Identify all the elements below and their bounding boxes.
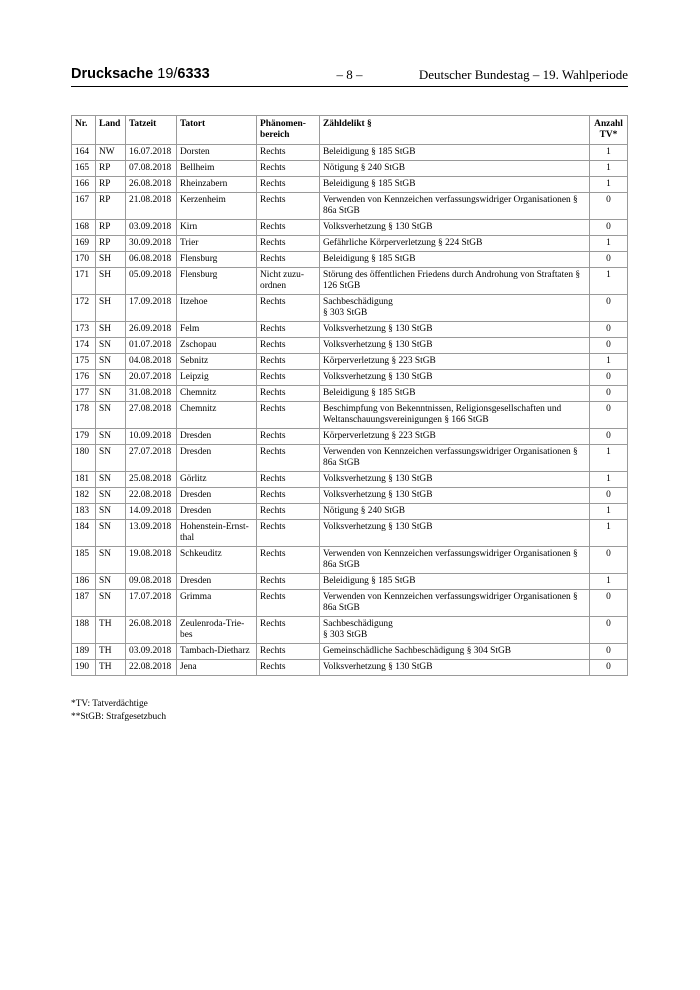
row-number-cell: 165 xyxy=(72,161,96,177)
land-cell: SN xyxy=(96,590,126,617)
land-cell: RP xyxy=(96,161,126,177)
zaehldelikt-cell: Volksverhetzung § 130 StGB xyxy=(320,488,590,504)
table-row xyxy=(72,252,628,268)
table-row xyxy=(72,220,628,236)
tatort-cell: Grimma xyxy=(177,590,257,617)
phaenomenbereich-cell: Rechts xyxy=(257,660,320,676)
zaehldelikt-cell: Verwenden von Kennzeichen verfassungswidriger Organisationen § 86a StGB xyxy=(320,590,590,617)
tatzeit-cell: 03.09.2018 xyxy=(126,644,177,660)
land-cell: SN xyxy=(96,547,126,574)
phaenomenbereich-cell: Rechts xyxy=(257,644,320,660)
phaenomenbereich-cell: Rechts xyxy=(257,402,320,429)
table-row xyxy=(72,354,628,370)
tatort-cell: Dresden xyxy=(177,488,257,504)
zaehldelikt-cell: Verwenden von Kennzeichen verfassungswidriger Organisationen § 86a StGB xyxy=(320,193,590,220)
phaenomenbereich-cell: Rechts xyxy=(257,354,320,370)
anzahl-tv-cell: 0 xyxy=(590,386,628,402)
tatzeit-cell: 21.08.2018 xyxy=(126,193,177,220)
tatzeit-cell: 03.09.2018 xyxy=(126,220,177,236)
table-row xyxy=(72,445,628,472)
tatort-cell: Dresden xyxy=(177,429,257,445)
phaenomenbereich-cell: Rechts xyxy=(257,547,320,574)
table-row xyxy=(72,472,628,488)
tatzeit-cell: 31.08.2018 xyxy=(126,386,177,402)
land-cell: NW xyxy=(96,145,126,161)
tatzeit-cell: 01.07.2018 xyxy=(126,338,177,354)
row-number-cell: 164 xyxy=(72,145,96,161)
row-number-cell: 175 xyxy=(72,354,96,370)
zaehldelikt-cell: Beleidigung § 185 StGB xyxy=(320,386,590,402)
table-row xyxy=(72,504,628,520)
zaehldelikt-cell: Beleidigung § 185 StGB xyxy=(320,145,590,161)
row-number-cell: 182 xyxy=(72,488,96,504)
zaehldelikt-cell: Körperverletzung § 223 StGB xyxy=(320,429,590,445)
phaenomenbereich-cell: Rechts xyxy=(257,574,320,590)
phaenomenbereich-cell: Rechts xyxy=(257,472,320,488)
page-header xyxy=(71,66,628,88)
phaenomenbereich-cell: Rechts xyxy=(257,617,320,644)
phaenomenbereich-cell: Nicht zuzu- ordnen xyxy=(257,268,320,295)
zaehldelikt-cell: Gefährliche Körperverletzung § 224 StGB xyxy=(320,236,590,252)
table-body xyxy=(72,145,628,676)
phaenomenbereich-cell: Rechts xyxy=(257,520,320,547)
table-row xyxy=(72,520,628,547)
phaenomenbereich-cell: Rechts xyxy=(257,429,320,445)
zaehldelikt-cell: Körperverletzung § 223 StGB xyxy=(320,354,590,370)
tatzeit-cell: 06.08.2018 xyxy=(126,252,177,268)
phaenomenbereich-cell: Rechts xyxy=(257,193,320,220)
phaenomenbereich-cell: Rechts xyxy=(257,220,320,236)
land-cell: SN xyxy=(96,370,126,386)
anzahl-tv-cell: 0 xyxy=(590,429,628,445)
land-cell: SN xyxy=(96,520,126,547)
anzahl-tv-cell: 0 xyxy=(590,488,628,504)
column-header-delikt: Zähldelikt § xyxy=(320,116,590,145)
tatort-cell: Flensburg xyxy=(177,268,257,295)
table-row xyxy=(72,145,628,161)
zaehldelikt-cell: Nötigung § 240 StGB xyxy=(320,504,590,520)
zaehldelikt-cell: Volksverhetzung § 130 StGB xyxy=(320,660,590,676)
land-cell: SN xyxy=(96,504,126,520)
anzahl-tv-cell: 1 xyxy=(590,268,628,295)
land-cell: SN xyxy=(96,488,126,504)
phaenomenbereich-cell: Rechts xyxy=(257,445,320,472)
tatort-cell: Rheinzabern xyxy=(177,177,257,193)
phaenomenbereich-cell: Rechts xyxy=(257,338,320,354)
row-number-cell: 190 xyxy=(72,660,96,676)
table-row xyxy=(72,574,628,590)
anzahl-tv-cell: 0 xyxy=(590,193,628,220)
tatort-cell: Görlitz xyxy=(177,472,257,488)
anzahl-tv-cell: 0 xyxy=(590,322,628,338)
tatort-cell: Flensburg xyxy=(177,252,257,268)
tatort-cell: Bellheim xyxy=(177,161,257,177)
table-row xyxy=(72,429,628,445)
zaehldelikt-cell: Nötigung § 240 StGB xyxy=(320,161,590,177)
table-row xyxy=(72,193,628,220)
land-cell: RP xyxy=(96,193,126,220)
anzahl-tv-cell: 0 xyxy=(590,660,628,676)
table-row xyxy=(72,322,628,338)
row-number-cell: 171 xyxy=(72,268,96,295)
table-row xyxy=(72,547,628,574)
tatzeit-cell: 17.09.2018 xyxy=(126,295,177,322)
tatzeit-cell: 30.09.2018 xyxy=(126,236,177,252)
anzahl-tv-cell: 0 xyxy=(590,617,628,644)
zaehldelikt-cell: Volksverhetzung § 130 StGB xyxy=(320,520,590,547)
tatort-cell: Zeulenroda-Trie- bes xyxy=(177,617,257,644)
table-row xyxy=(72,644,628,660)
footnotes xyxy=(71,698,166,724)
anzahl-tv-cell: 1 xyxy=(590,145,628,161)
zaehldelikt-cell: Volksverhetzung § 130 StGB xyxy=(320,220,590,236)
land-cell: TH xyxy=(96,617,126,644)
land-cell: SN xyxy=(96,354,126,370)
phaenomenbereich-cell: Rechts xyxy=(257,295,320,322)
land-cell: SH xyxy=(96,295,126,322)
table-row xyxy=(72,370,628,386)
row-number-cell: 168 xyxy=(72,220,96,236)
tatort-cell: Kerzenheim xyxy=(177,193,257,220)
table-row xyxy=(72,660,628,676)
tatort-cell: Schkeuditz xyxy=(177,547,257,574)
tatzeit-cell: 10.09.2018 xyxy=(126,429,177,445)
tatzeit-cell: 22.08.2018 xyxy=(126,488,177,504)
tatzeit-cell: 07.08.2018 xyxy=(126,161,177,177)
row-number-cell: 170 xyxy=(72,252,96,268)
row-number-cell: 166 xyxy=(72,177,96,193)
table-row xyxy=(72,161,628,177)
header-row xyxy=(72,116,628,145)
tatort-cell: Zschopau xyxy=(177,338,257,354)
zaehldelikt-cell: Volksverhetzung § 130 StGB xyxy=(320,472,590,488)
anzahl-tv-cell: 1 xyxy=(590,472,628,488)
phaenomenbereich-cell: Rechts xyxy=(257,177,320,193)
tatzeit-cell: 05.09.2018 xyxy=(126,268,177,295)
row-number-cell: 176 xyxy=(72,370,96,386)
row-number-cell: 187 xyxy=(72,590,96,617)
land-cell: SH xyxy=(96,322,126,338)
table-header xyxy=(72,116,628,145)
tatzeit-cell: 09.08.2018 xyxy=(126,574,177,590)
phaenomenbereich-cell: Rechts xyxy=(257,488,320,504)
table-row xyxy=(72,402,628,429)
phaenomenbereich-cell: Rechts xyxy=(257,322,320,338)
zaehldelikt-cell: Störung des öffentlichen Friedens durch Androhung von Straftaten § 126 StGB xyxy=(320,268,590,295)
zaehldelikt-cell: Beleidigung § 185 StGB xyxy=(320,574,590,590)
tatort-cell: Chemnitz xyxy=(177,386,257,402)
table-row xyxy=(72,177,628,193)
tatzeit-cell: 20.07.2018 xyxy=(126,370,177,386)
tatzeit-cell: 27.07.2018 xyxy=(126,445,177,472)
tatzeit-cell: 04.08.2018 xyxy=(126,354,177,370)
table-row xyxy=(72,338,628,354)
tatzeit-cell: 22.08.2018 xyxy=(126,660,177,676)
anzahl-tv-cell: 1 xyxy=(590,504,628,520)
row-number-cell: 177 xyxy=(72,386,96,402)
row-number-cell: 174 xyxy=(72,338,96,354)
land-cell: SN xyxy=(96,386,126,402)
row-number-cell: 167 xyxy=(72,193,96,220)
phaenomenbereich-cell: Rechts xyxy=(257,252,320,268)
land-cell: RP xyxy=(96,236,126,252)
tatort-cell: Hohenstein-Ernst- thal xyxy=(177,520,257,547)
row-number-cell: 188 xyxy=(72,617,96,644)
tatzeit-cell: 19.08.2018 xyxy=(126,547,177,574)
table-row xyxy=(72,590,628,617)
land-cell: TH xyxy=(96,660,126,676)
land-cell: SH xyxy=(96,268,126,295)
anzahl-tv-cell: 1 xyxy=(590,354,628,370)
row-number-cell: 169 xyxy=(72,236,96,252)
zaehldelikt-cell: Sachbeschädigung § 303 StGB xyxy=(320,617,590,644)
column-header-nr: Nr. xyxy=(72,116,96,145)
column-header-tatzeit: Tatzeit xyxy=(126,116,177,145)
row-number-cell: 186 xyxy=(72,574,96,590)
tatzeit-cell: 16.07.2018 xyxy=(126,145,177,161)
land-cell: RP xyxy=(96,177,126,193)
table-row xyxy=(72,295,628,322)
row-number-cell: 184 xyxy=(72,520,96,547)
column-header-land: Land xyxy=(96,116,126,145)
table-row xyxy=(72,488,628,504)
land-cell: SN xyxy=(96,574,126,590)
tatort-cell: Tambach-Dietharz xyxy=(177,644,257,660)
tatort-cell: Sebnitz xyxy=(177,354,257,370)
land-cell: SN xyxy=(96,402,126,429)
anzahl-tv-cell: 0 xyxy=(590,402,628,429)
zaehldelikt-cell: Volksverhetzung § 130 StGB xyxy=(320,322,590,338)
anzahl-tv-cell: 1 xyxy=(590,574,628,590)
anzahl-tv-cell: 1 xyxy=(590,161,628,177)
table-row xyxy=(72,386,628,402)
table-row xyxy=(72,268,628,295)
column-header-anzahl: Anzahl TV* xyxy=(590,116,628,145)
row-number-cell: 172 xyxy=(72,295,96,322)
column-header-bereich: Phänomen- bereich xyxy=(257,116,320,145)
parliament-title: Deutscher Bundestag – 19. Wahlperiode xyxy=(418,67,628,82)
row-number-cell: 183 xyxy=(72,504,96,520)
land-cell: SN xyxy=(96,338,126,354)
land-cell: SN xyxy=(96,445,126,472)
tatzeit-cell: 26.09.2018 xyxy=(126,322,177,338)
anzahl-tv-cell: 0 xyxy=(590,644,628,660)
tatzeit-cell: 26.08.2018 xyxy=(126,617,177,644)
phaenomenbereich-cell: Rechts xyxy=(257,145,320,161)
incident-table xyxy=(71,115,628,676)
tatzeit-cell: 13.09.2018 xyxy=(126,520,177,547)
row-number-cell: 181 xyxy=(72,472,96,488)
anzahl-tv-cell: 0 xyxy=(590,590,628,617)
phaenomenbereich-cell: Rechts xyxy=(257,386,320,402)
tatort-cell: Itzehoe xyxy=(177,295,257,322)
land-cell: TH xyxy=(96,644,126,660)
phaenomenbereich-cell: Rechts xyxy=(257,504,320,520)
row-number-cell: 178 xyxy=(72,402,96,429)
zaehldelikt-cell: Verwenden von Kennzeichen verfassungswidriger Organisationen § 86a StGB xyxy=(320,547,590,574)
row-number-cell: 179 xyxy=(72,429,96,445)
zaehldelikt-cell: Beleidigung § 185 StGB xyxy=(320,177,590,193)
tatort-cell: Trier xyxy=(177,236,257,252)
row-number-cell: 180 xyxy=(72,445,96,472)
tatort-cell: Dresden xyxy=(177,504,257,520)
anzahl-tv-cell: 1 xyxy=(590,177,628,193)
land-cell: SN xyxy=(96,429,126,445)
anzahl-tv-cell: 1 xyxy=(590,445,628,472)
zaehldelikt-cell: Volksverhetzung § 130 StGB xyxy=(320,370,590,386)
tatzeit-cell: 17.07.2018 xyxy=(126,590,177,617)
drucksache-number: Drucksache 19/6333 xyxy=(71,66,210,82)
phaenomenbereich-cell: Rechts xyxy=(257,236,320,252)
anzahl-tv-cell: 0 xyxy=(590,370,628,386)
footnote-tv: *TV: Tatverdächtige xyxy=(71,699,148,709)
tatort-cell: Chemnitz xyxy=(177,402,257,429)
tatort-cell: Jena xyxy=(177,660,257,676)
page-number: – 8 – xyxy=(336,67,363,82)
row-number-cell: 185 xyxy=(72,547,96,574)
tatort-cell: Felm xyxy=(177,322,257,338)
land-cell: SH xyxy=(96,252,126,268)
zaehldelikt-cell: Sachbeschädigung § 303 StGB xyxy=(320,295,590,322)
row-number-cell: 173 xyxy=(72,322,96,338)
row-number-cell: 189 xyxy=(72,644,96,660)
phaenomenbereich-cell: Rechts xyxy=(257,590,320,617)
tatzeit-cell: 14.09.2018 xyxy=(126,504,177,520)
tatzeit-cell: 27.08.2018 xyxy=(126,402,177,429)
tatort-cell: Dorsten xyxy=(177,145,257,161)
zaehldelikt-cell: Gemeinschädliche Sachbeschädigung § 304 StGB xyxy=(320,644,590,660)
anzahl-tv-cell: 1 xyxy=(590,236,628,252)
zaehldelikt-cell: Beschimpfung von Bekenntnissen, Religionsgesellschaften und Weltanschauungsvereinigungen § 166 StGB xyxy=(320,402,590,429)
anzahl-tv-cell: 1 xyxy=(590,520,628,547)
table-row xyxy=(72,617,628,644)
phaenomenbereich-cell: Rechts xyxy=(257,370,320,386)
anzahl-tv-cell: 0 xyxy=(590,547,628,574)
anzahl-tv-cell: 0 xyxy=(590,295,628,322)
tatzeit-cell: 26.08.2018 xyxy=(126,177,177,193)
tatort-cell: Dresden xyxy=(177,574,257,590)
zaehldelikt-cell: Verwenden von Kennzeichen verfassungswidriger Organisationen § 86a StGB xyxy=(320,445,590,472)
land-cell: SN xyxy=(96,472,126,488)
header-rule xyxy=(71,86,628,87)
column-header-tatort: Tatort xyxy=(177,116,257,145)
zaehldelikt-cell: Beleidigung § 185 StGB xyxy=(320,252,590,268)
anzahl-tv-cell: 0 xyxy=(590,338,628,354)
land-cell: RP xyxy=(96,220,126,236)
table-row xyxy=(72,236,628,252)
anzahl-tv-cell: 0 xyxy=(590,252,628,268)
anzahl-tv-cell: 0 xyxy=(590,220,628,236)
phaenomenbereich-cell: Rechts xyxy=(257,161,320,177)
footnote-stgb: **StGB: Strafgesetzbuch xyxy=(71,712,167,722)
zaehldelikt-cell: Volksverhetzung § 130 StGB xyxy=(320,338,590,354)
tatort-cell: Kirn xyxy=(177,220,257,236)
tatort-cell: Leipzig xyxy=(177,370,257,386)
tatzeit-cell: 25.08.2018 xyxy=(126,472,177,488)
tatort-cell: Dresden xyxy=(177,445,257,472)
